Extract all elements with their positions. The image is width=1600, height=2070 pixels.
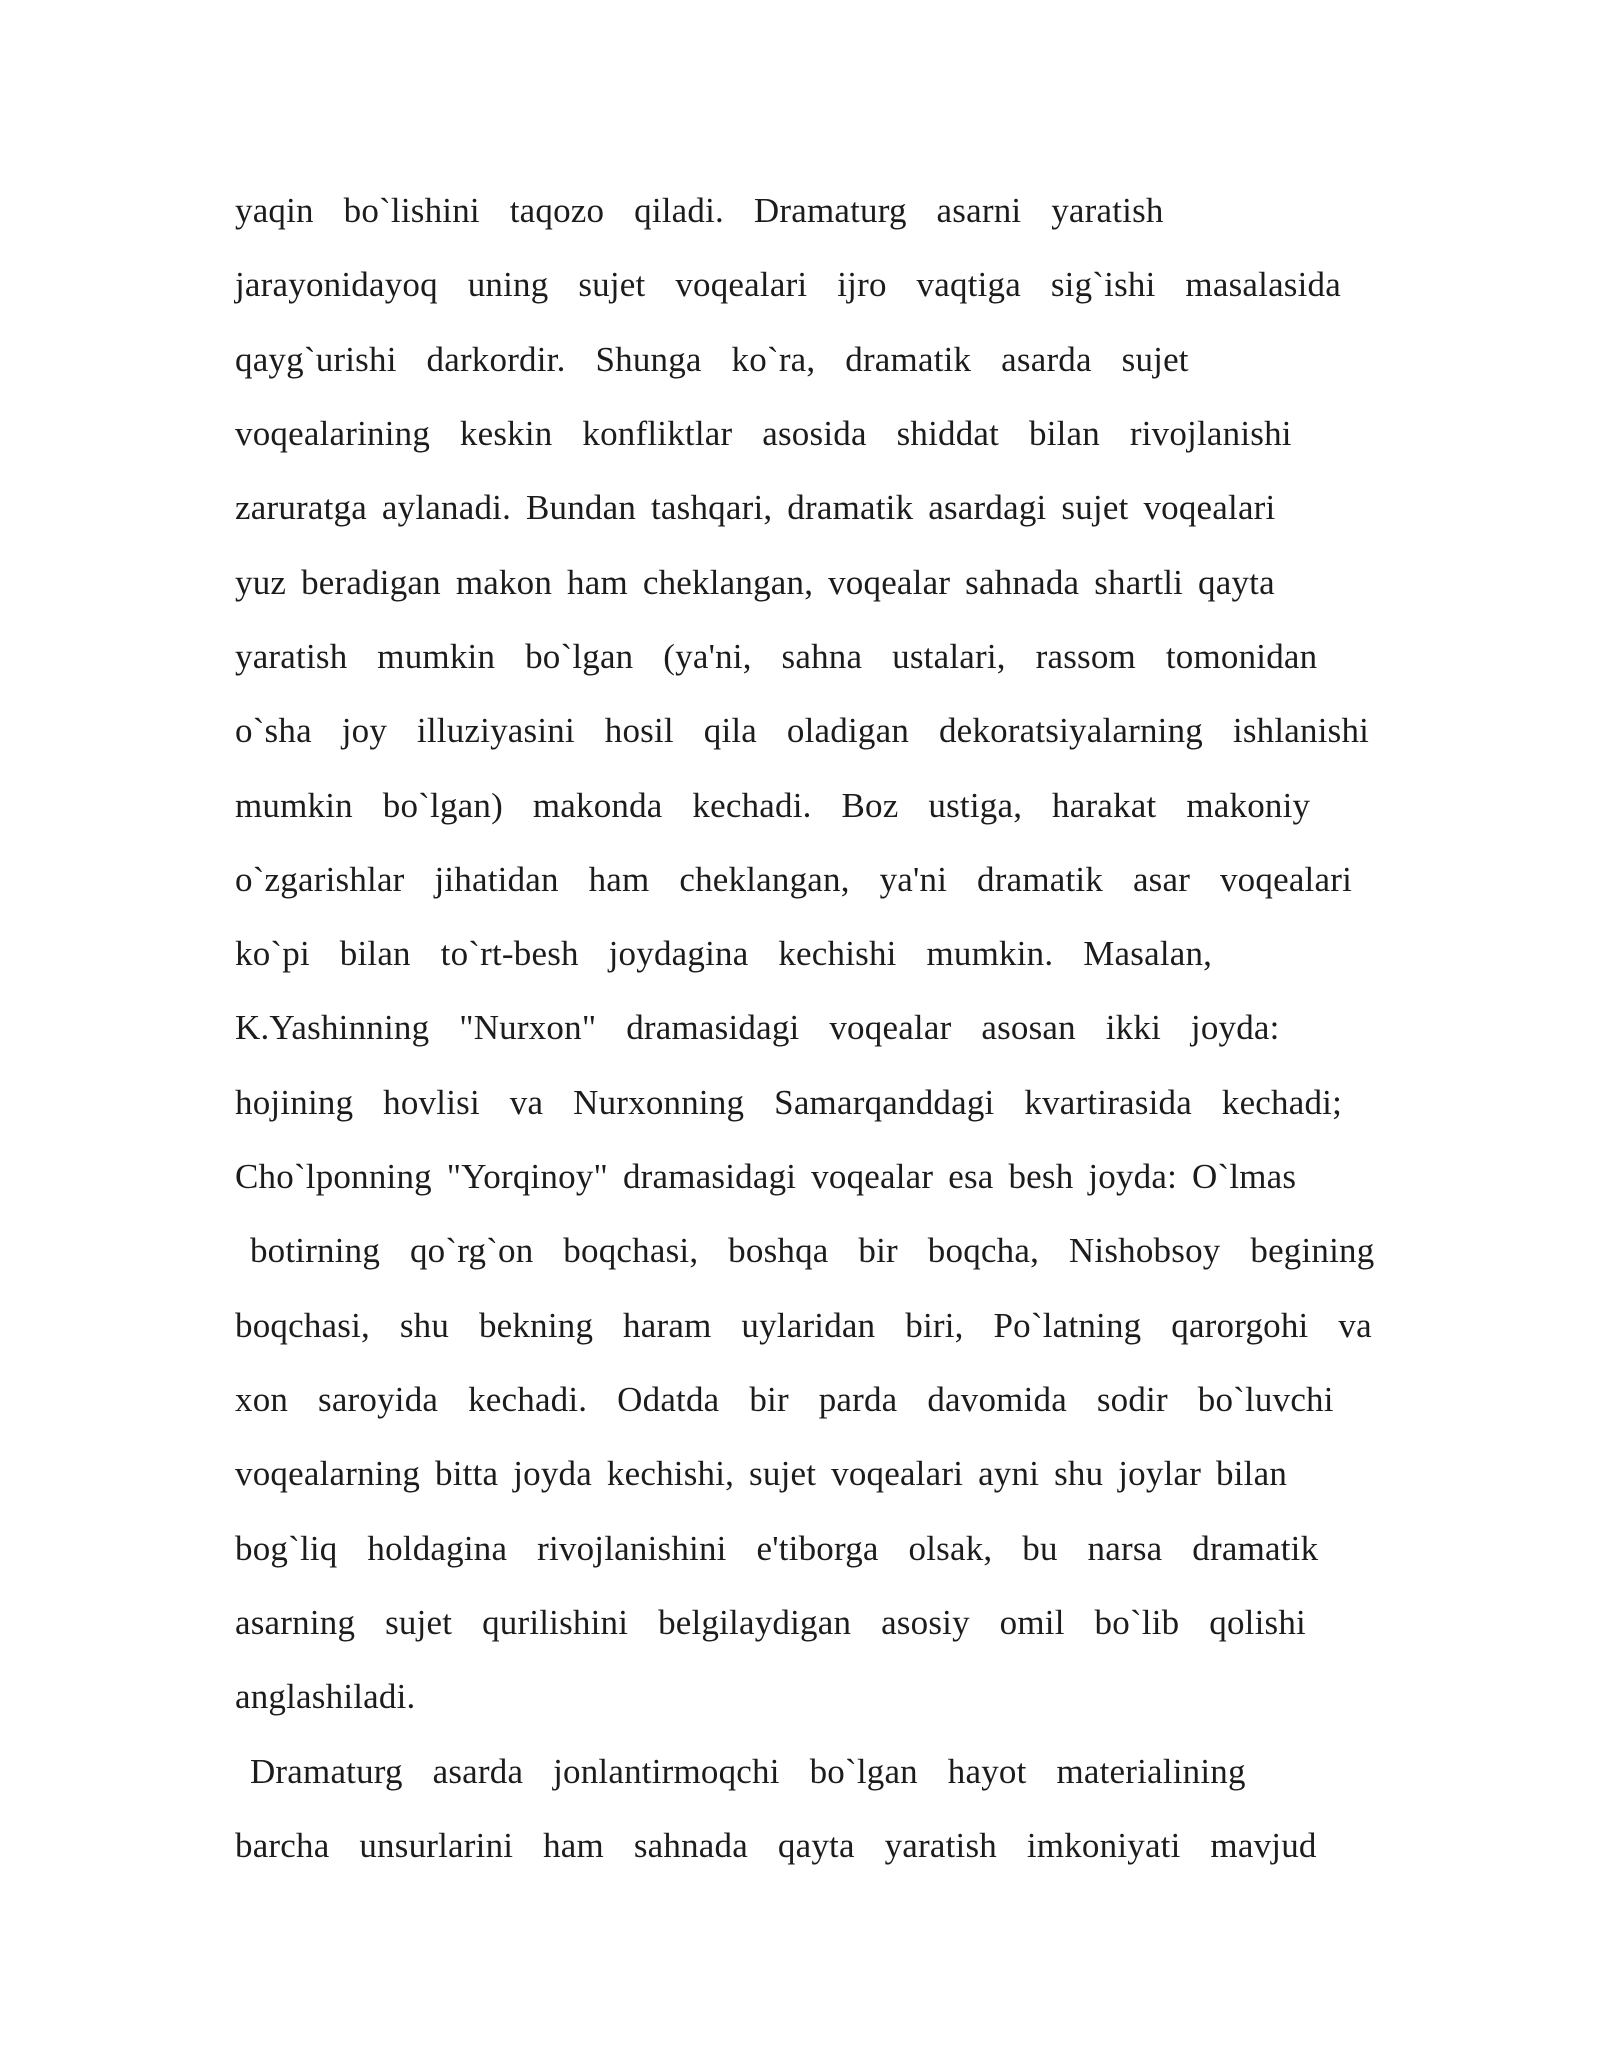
text-line: o`zgarishlar jihatidan ham cheklangan, ya'ni dramatik asar voqealari: [235, 860, 1352, 899]
text-line: jarayonidayoq uning sujet voqealari ijro vaqtiga sig`ishi masalasida: [235, 265, 1341, 304]
text-line: voqealarning bitta joyda kechishi, sujet voqealari ayni shu joylar bilan: [235, 1454, 1288, 1493]
text-line: zaruratga aylanadi. Bundan tashqari, dramatik asardagi sujet voqealari: [235, 488, 1276, 527]
text-line: qayg`urishi darkordir. Shunga ko`ra, dramatik asarda sujet: [235, 340, 1189, 379]
text-line: botirning qo`rg`on boqchasi, boshqa bir boqcha, Nishobsoy begining: [235, 1231, 1375, 1270]
text-line: mumkin bo`lgan) makonda kechadi. Boz ustiga, harakat makoniy: [235, 786, 1311, 825]
text-line: Dramaturg asarda jonlantirmoqchi bo`lgan hayot materialining: [235, 1752, 1246, 1791]
text-line: barcha unsurlarini ham sahnada qayta yaratish imkoniyati mavjud: [235, 1826, 1317, 1865]
text-line: yuz beradigan makon ham cheklangan, voqealar sahnada shartli qayta: [235, 563, 1275, 602]
text-line: asarning sujet qurilishini belgilaydigan asosiy omil bo`lib qolishi: [235, 1603, 1306, 1642]
text-line: xon saroyida kechadi. Odatda bir parda davomida sodir bo`luvchi: [235, 1380, 1334, 1419]
text-line: voqealarining keskin konfliktlar asosida shiddat bilan rivojlanishi: [235, 414, 1292, 453]
text-line: bog`liq holdagina rivojlanishini e'tiborga olsak, bu narsa dramatik: [235, 1529, 1319, 1568]
text-line: ko`pi bilan to`rt-besh joydagina kechishi mumkin. Masalan,: [235, 934, 1213, 973]
text-line: yaqin bo`lishini taqozo qiladi. Dramaturg asarni yaratish: [235, 191, 1164, 230]
text-line: yaratish mumkin bo`lgan (ya'ni, sahna ustalari, rassom tomonidan: [235, 637, 1318, 676]
text-line: o`sha joy illuziyasini hosil qila oladigan dekoratsiyalarning ishlanishi: [235, 711, 1370, 750]
text-line: K.Yashinning "Nurxon" dramasidagi voqealar asosan ikki joyda:: [235, 1008, 1280, 1047]
text-line: Cho`lponning "Yorqinoy" dramasidagi voqealar esa besh joyda: O`lmas: [235, 1157, 1297, 1196]
text-line: boqchasi, shu bekning haram uylaridan biri, Po`latning qarorgohi va: [235, 1306, 1372, 1345]
text-line: hojining hovlisi va Nurxonning Samarqanddagi kvartirasida kechadi;: [235, 1083, 1343, 1122]
text-line: anglashiladi.: [235, 1677, 416, 1716]
